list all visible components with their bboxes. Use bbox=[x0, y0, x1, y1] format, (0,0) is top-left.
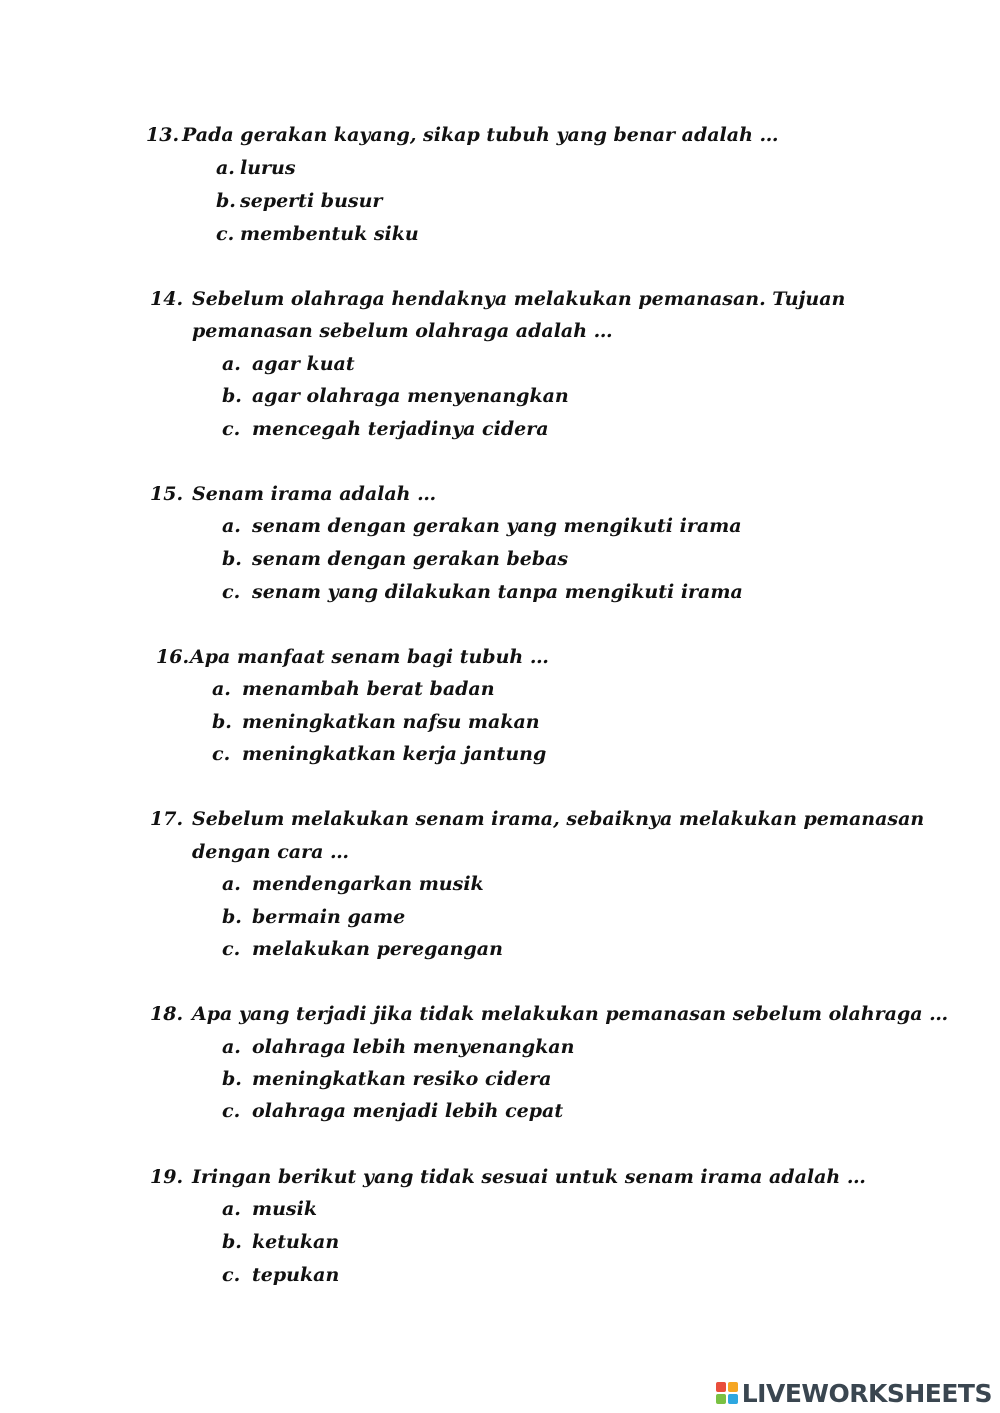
question-text: dengan cara … bbox=[192, 841, 350, 863]
q14-option-a[interactable]: a. agar kuat bbox=[222, 353, 355, 375]
q14-option-b[interactable]: b. agar olahraga menyenangkan bbox=[222, 385, 569, 407]
question-16-line-1 bbox=[156, 645, 549, 669]
logo-square-3 bbox=[716, 1394, 726, 1404]
q19-option-c[interactable]: c. tepukan bbox=[222, 1264, 340, 1286]
q17-option-b[interactable]: b. bermain game bbox=[222, 906, 406, 928]
q17-option-a[interactable]: a. mendengarkan musik bbox=[222, 873, 484, 895]
logo-square-2 bbox=[728, 1382, 738, 1392]
question-number: 17. bbox=[150, 808, 184, 830]
question-number: 16. bbox=[156, 646, 190, 668]
q15-option-b[interactable]: b. senam dengan gerakan bebas bbox=[222, 548, 569, 570]
question-number: 18. bbox=[150, 1003, 184, 1025]
question-text: Sebelum olahraga hendaknya melakukan pemanasan. Tujuan bbox=[192, 288, 846, 310]
q13-option-b[interactable]: b. seperti busur bbox=[216, 190, 383, 212]
q18-option-c[interactable]: c. olahraga menjadi lebih cepat bbox=[222, 1100, 564, 1122]
question-17-line-1 bbox=[150, 807, 924, 831]
q16-option-b[interactable]: b. meningkatkan nafsu makan bbox=[212, 711, 540, 733]
question-18-line-1 bbox=[150, 1002, 948, 1026]
q19-option-b[interactable]: b. ketukan bbox=[222, 1231, 340, 1253]
q14-option-c[interactable]: c. mencegah terjadinya cidera bbox=[222, 418, 549, 440]
logo-square-4 bbox=[728, 1394, 738, 1404]
q16-option-c[interactable]: c. meningkatkan kerja jantung bbox=[212, 743, 547, 765]
question-number: 14. bbox=[150, 288, 184, 310]
q18-option-a[interactable]: a. olahraga lebih menyenangkan bbox=[222, 1036, 575, 1058]
question-text: Iringan berikut yang tidak sesuai untuk senam irama adalah … bbox=[192, 1166, 866, 1188]
q18-option-b[interactable]: b. meningkatkan resiko cidera bbox=[222, 1068, 552, 1090]
liveworksheets-logo-text: LIVEWORKSHEETS bbox=[741, 1378, 992, 1408]
q13-option-c[interactable]: c. membentuk siku bbox=[216, 223, 419, 245]
question-text: pemanasan sebelum olahraga adalah … bbox=[192, 320, 613, 342]
question-text: Senam irama adalah … bbox=[192, 483, 437, 505]
question-number: 13. bbox=[146, 124, 180, 146]
question-text: Apa yang terjadi jika tidak melakukan pemanasan sebelum olahraga … bbox=[192, 1003, 949, 1025]
question-17-line-2 bbox=[192, 840, 349, 864]
question-text: Pada gerakan kayang, sikap tubuh yang benar adalah … bbox=[182, 124, 779, 146]
question-text: Apa manfaat senam bagi tubuh … bbox=[190, 646, 549, 668]
liveworksheets-logo bbox=[716, 1378, 992, 1408]
question-number: 19. bbox=[150, 1166, 184, 1188]
q19-option-a[interactable]: a. musik bbox=[222, 1198, 317, 1220]
logo-square-1 bbox=[716, 1382, 726, 1392]
question-13-line-1 bbox=[146, 123, 779, 147]
question-14-line-2 bbox=[192, 319, 613, 343]
question-15-line-1 bbox=[150, 482, 436, 506]
question-14-line-1 bbox=[150, 287, 845, 311]
liveworksheets-logo-icon bbox=[716, 1382, 738, 1404]
q17-option-c[interactable]: c. melakukan peregangan bbox=[222, 938, 503, 960]
q15-option-a[interactable]: a. senam dengan gerakan yang mengikuti irama bbox=[222, 515, 742, 537]
question-number: 15. bbox=[150, 483, 184, 505]
q13-option-a[interactable]: a. lurus bbox=[216, 157, 296, 179]
question-text: Sebelum melakukan senam irama, sebaiknya melakukan pemanasan bbox=[192, 808, 925, 830]
q16-option-a[interactable]: a. menambah berat badan bbox=[212, 678, 495, 700]
question-19-line-1 bbox=[150, 1165, 866, 1189]
q15-option-c[interactable]: c. senam yang dilakukan tanpa mengikuti irama bbox=[222, 581, 743, 603]
